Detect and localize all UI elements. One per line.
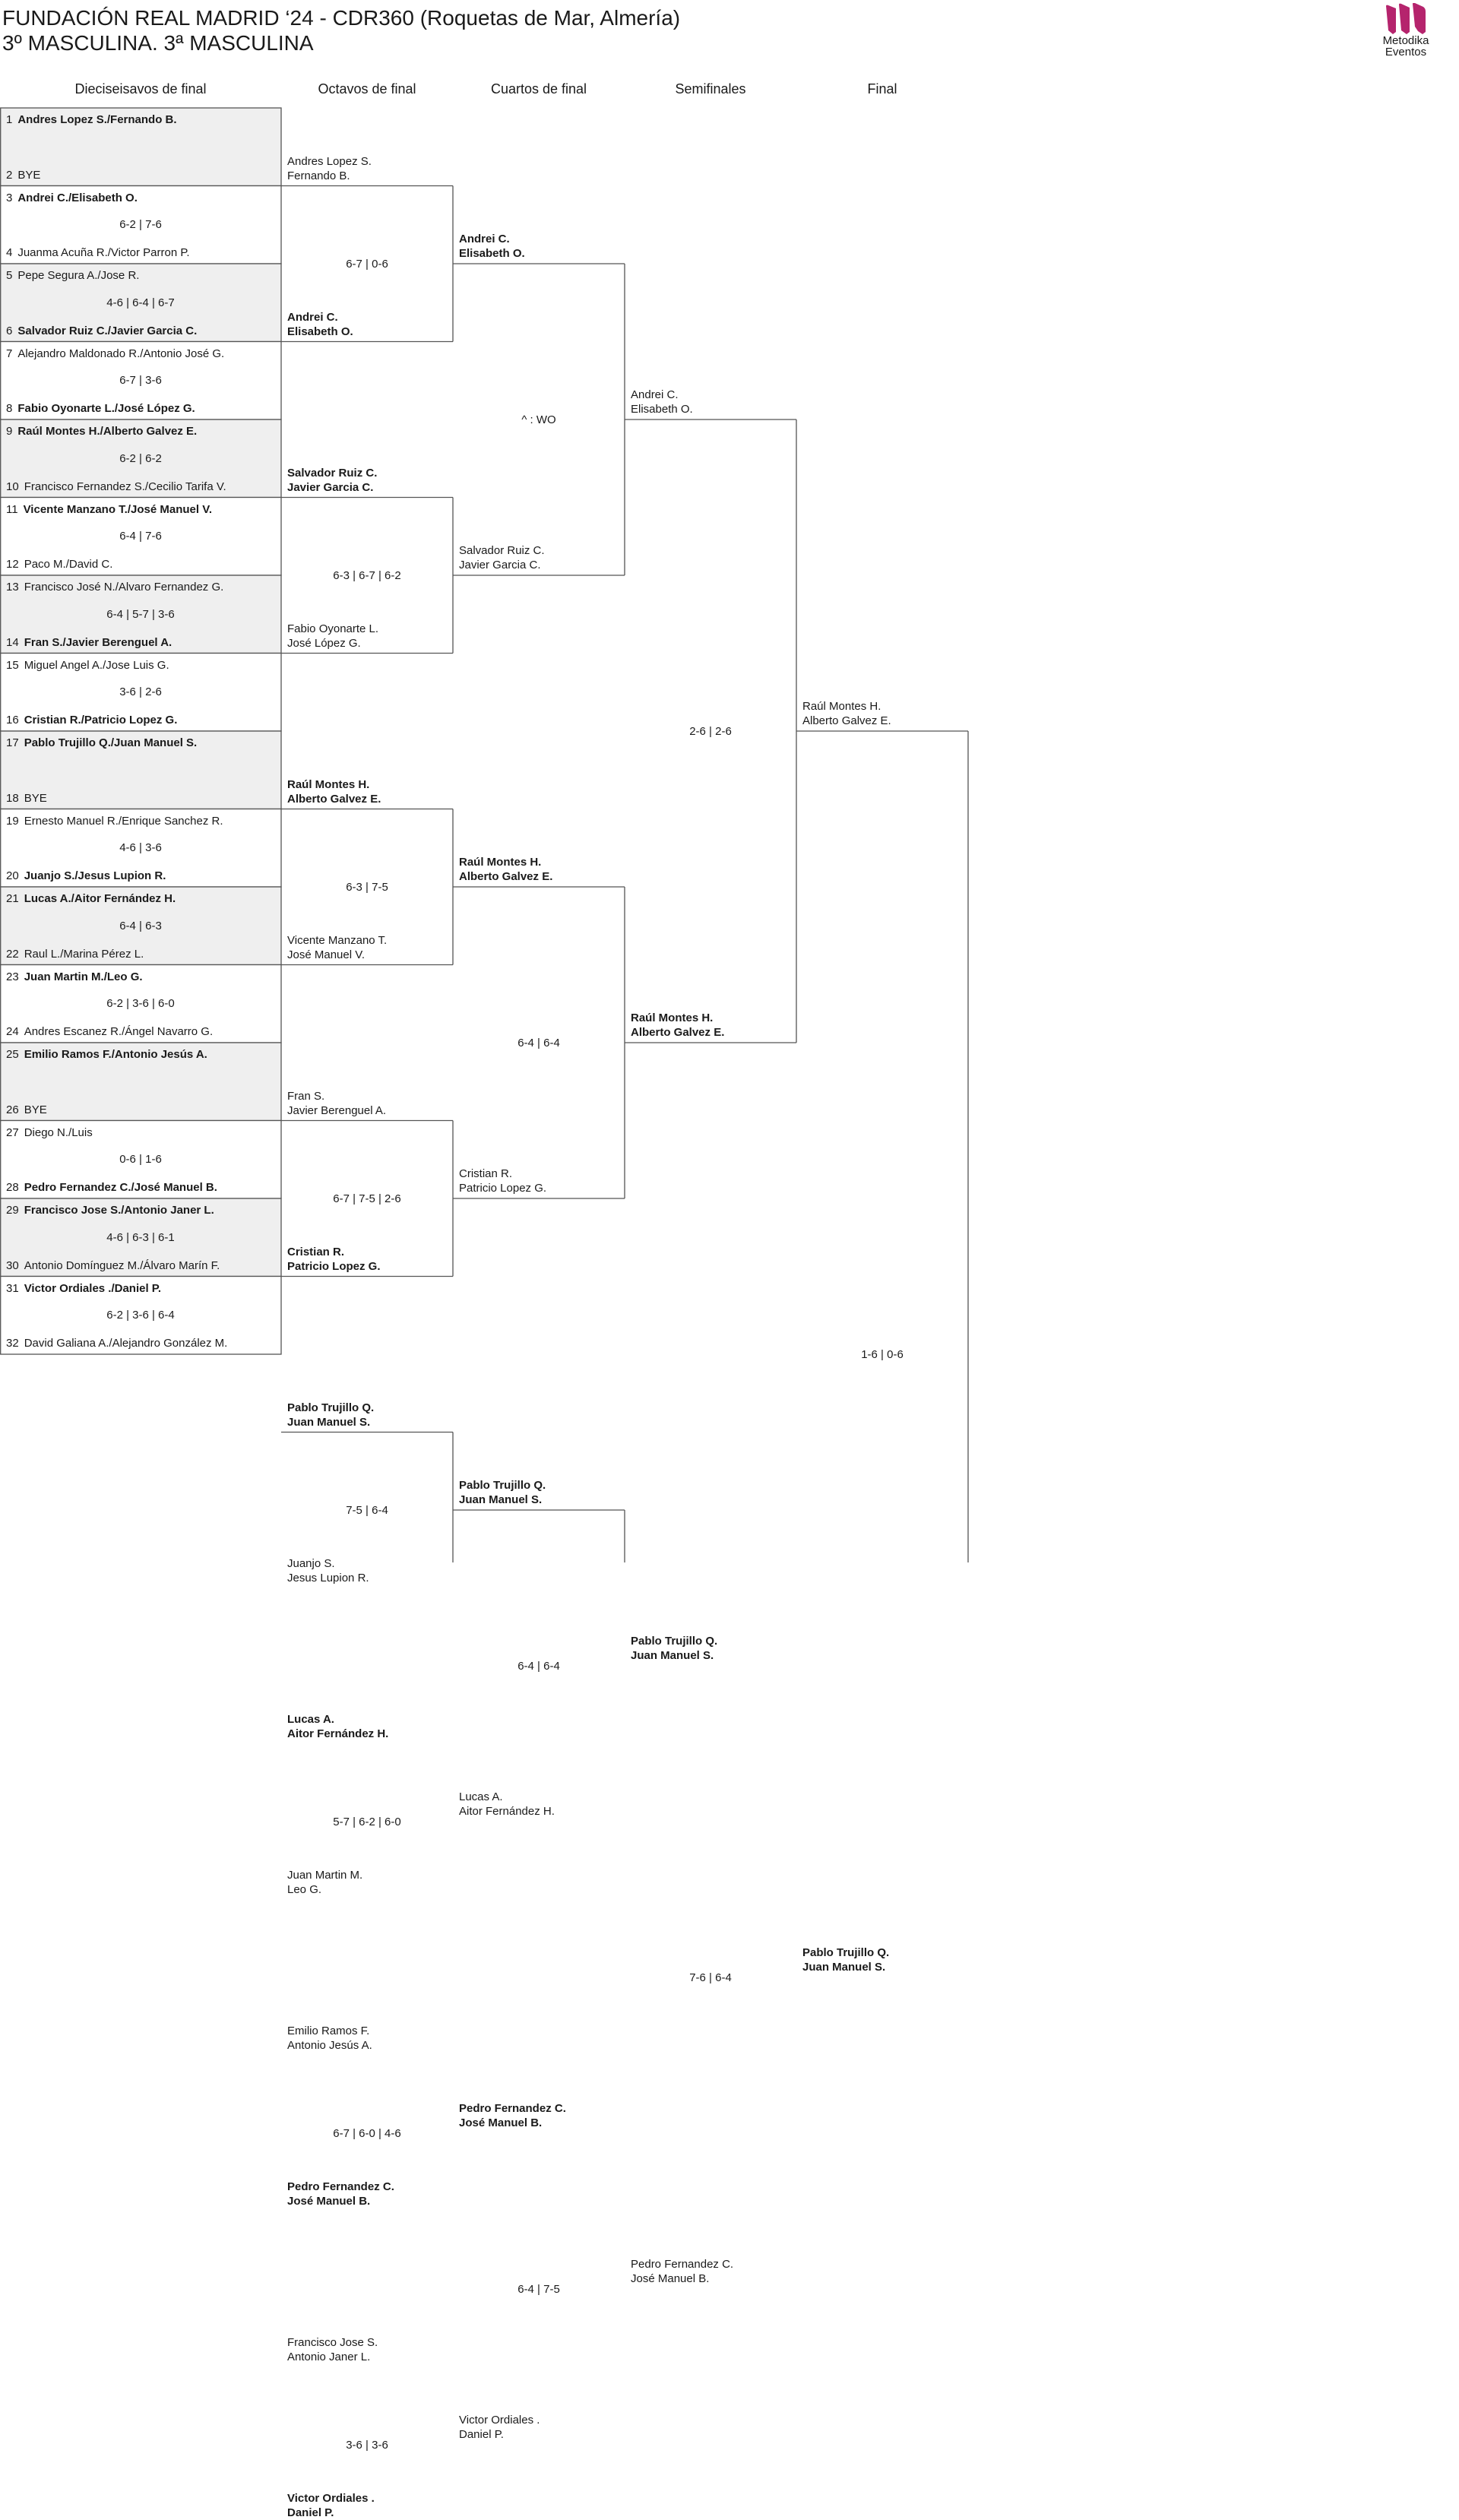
match-score: 3-6 | 2-6 bbox=[119, 685, 162, 699]
seed-number: 3 bbox=[6, 191, 13, 204]
r16-player-name: Francisco Jose S. bbox=[287, 2335, 378, 2349]
pair-name: Antonio Domínguez M./Álvaro Marín F. bbox=[24, 1258, 220, 1272]
seed-number: 6 bbox=[6, 324, 13, 337]
seed-number: 22 bbox=[6, 947, 19, 961]
sf-player-name: Elisabeth O. bbox=[631, 403, 693, 416]
r32-player-row bbox=[6, 1203, 214, 1217]
r32-player-row bbox=[6, 736, 197, 750]
r32-player-row bbox=[6, 191, 138, 205]
r16-player-name: Juan Martin M. bbox=[287, 1868, 363, 1882]
seed-number: 29 bbox=[6, 1204, 19, 1217]
r16-player-name: Leo G. bbox=[287, 1882, 322, 1896]
match-score: 6-2 | 6-2 bbox=[119, 451, 162, 465]
final-player-name: Pablo Trujillo Q. bbox=[802, 1946, 890, 1959]
r32-player-row bbox=[6, 1103, 47, 1117]
pair-name: Pepe Segura A./Jose R. bbox=[17, 269, 140, 282]
seed-number: 1 bbox=[6, 113, 13, 126]
seed-number: 30 bbox=[6, 1258, 19, 1272]
sf-player-name: Pedro Fernandez C. bbox=[631, 2258, 734, 2271]
r16-player-name: Cristian R. bbox=[287, 1245, 345, 1258]
r32-player-row bbox=[6, 424, 197, 438]
seed-number: 18 bbox=[6, 791, 19, 805]
seed-number: 4 bbox=[6, 246, 13, 259]
pair-name: BYE bbox=[17, 168, 41, 182]
qf-player-name: Lucas A. bbox=[459, 1790, 503, 1803]
r16-player-name: Victor Ordiales . bbox=[287, 2491, 375, 2505]
pair-name: Vicente Manzano T./José Manuel V. bbox=[23, 502, 212, 516]
sf-player-name: José Manuel B. bbox=[631, 2272, 710, 2285]
qf-player-name: Elisabeth O. bbox=[459, 247, 525, 260]
r16-player-name: Aitor Fernández H. bbox=[287, 1727, 389, 1740]
r16-player-name: Fran S. bbox=[287, 1089, 325, 1103]
r32-player-row bbox=[6, 480, 226, 494]
r16-player-name: Andrei C. bbox=[287, 310, 338, 324]
pair-name: Miguel Angel A./Jose Luis G. bbox=[24, 658, 169, 672]
match-score: 6-7 | 3-6 bbox=[119, 374, 162, 388]
r16-player-name: Javier Garcia C. bbox=[287, 480, 374, 494]
pair-name: Fran S./Javier Berenguel A. bbox=[24, 635, 172, 649]
pair-name: Juanma Acuña R./Victor Parron P. bbox=[17, 246, 190, 259]
round-header-sf: Semifinales bbox=[675, 81, 746, 97]
r16-player-name: Daniel P. bbox=[287, 2506, 334, 2519]
r16-player-name: Raúl Montes H. bbox=[287, 777, 370, 791]
seed-number: 32 bbox=[6, 1337, 19, 1350]
seed-number: 28 bbox=[6, 1181, 19, 1194]
match-score: 6-4 | 6-4 bbox=[517, 1036, 560, 1049]
seed-number: 12 bbox=[6, 558, 19, 571]
r16-player-name: Alberto Galvez E. bbox=[287, 792, 381, 806]
match-score: 6-4 | 7-6 bbox=[119, 530, 162, 543]
seed-number: 15 bbox=[6, 658, 19, 672]
seed-number: 13 bbox=[6, 581, 19, 594]
match-score: 7-6 | 6-4 bbox=[689, 1971, 732, 1984]
r32-player-row bbox=[6, 1047, 207, 1062]
qf-player-name: Andrei C. bbox=[459, 233, 510, 245]
qf-player-name: Cristian R. bbox=[459, 1167, 513, 1180]
seed-number: 8 bbox=[6, 402, 13, 415]
pair-name: Lucas A./Aitor Fernández H. bbox=[24, 892, 176, 905]
r32-player-row bbox=[6, 168, 40, 182]
pair-name: Andrei C./Elisabeth O. bbox=[17, 191, 138, 204]
pair-name: David Galiana A./Alejandro González M. bbox=[24, 1337, 228, 1350]
r32-player-row bbox=[6, 268, 139, 283]
r16-player-name: Patricio Lopez G. bbox=[287, 1259, 381, 1273]
r32-player-row bbox=[6, 401, 195, 416]
pair-name: Paco M./David C. bbox=[24, 558, 113, 571]
seed-number: 10 bbox=[6, 480, 19, 493]
match-score: 3-6 | 3-6 bbox=[346, 2438, 388, 2452]
qf-player-name: Pablo Trujillo Q. bbox=[459, 1479, 546, 1492]
r16-player-name: Jesus Lupion R. bbox=[287, 1571, 369, 1584]
sf-player-name: Pablo Trujillo Q. bbox=[631, 1635, 718, 1648]
pair-name: Francisco José N./Alvaro Fernandez G. bbox=[24, 581, 224, 594]
pair-name: Francisco Jose S./Antonio Janer L. bbox=[24, 1204, 214, 1217]
pair-name: Salvador Ruiz C./Javier Garcia C. bbox=[17, 324, 198, 337]
qf-player-name: Javier Garcia C. bbox=[459, 559, 541, 571]
seed-number: 24 bbox=[6, 1025, 19, 1038]
seed-number: 31 bbox=[6, 1281, 19, 1295]
match-score: 4-6 | 6-3 | 6-1 bbox=[106, 1230, 175, 1244]
r32-player-row bbox=[6, 1336, 227, 1350]
r32-player-row bbox=[6, 713, 177, 727]
seed-number: 9 bbox=[6, 425, 13, 438]
qf-player-name: Salvador Ruiz C. bbox=[459, 544, 545, 557]
r32-player-row bbox=[6, 869, 166, 883]
r16-player-name: José Manuel V. bbox=[287, 948, 366, 961]
seed-number: 2 bbox=[6, 168, 13, 182]
r16-player-name: Antonio Jesús A. bbox=[287, 2038, 372, 2052]
r32-player-row bbox=[6, 1180, 217, 1195]
r16-player-name: Juan Manuel S. bbox=[287, 1415, 371, 1429]
logo-line-1: Metodika bbox=[1382, 34, 1429, 47]
match-score: 6-3 | 6-7 | 6-2 bbox=[333, 568, 401, 582]
qf-player-name: Victor Ordiales . bbox=[459, 2414, 540, 2427]
seed-number: 11 bbox=[6, 502, 18, 516]
r32-player-row bbox=[6, 1258, 220, 1273]
match-score: 7-5 | 6-4 bbox=[346, 1503, 388, 1517]
match-score: 6-4 | 5-7 | 3-6 bbox=[106, 607, 175, 621]
pair-name: Francisco Fernandez S./Cecilio Tarifa V. bbox=[24, 480, 226, 493]
round-header-r16: Octavos de final bbox=[318, 81, 416, 97]
match-score: 6-7 | 0-6 bbox=[346, 257, 388, 271]
r32-player-row bbox=[6, 970, 143, 984]
round-header-r32: Dieciseisavos de final bbox=[74, 81, 207, 97]
qf-player-name: Juan Manuel S. bbox=[459, 1493, 543, 1506]
match-score: 6-2 | 3-6 | 6-0 bbox=[106, 997, 175, 1011]
r32-player-row bbox=[6, 1024, 213, 1039]
pair-name: Ernesto Manuel R./Enrique Sanchez R. bbox=[24, 814, 223, 828]
match-score: 0-6 | 1-6 bbox=[119, 1153, 162, 1167]
pair-name: BYE bbox=[24, 791, 47, 805]
pair-name: Juan Martin M./Leo G. bbox=[24, 970, 143, 983]
r16-player-name: Antonio Janer L. bbox=[287, 2350, 371, 2363]
qf-player-name: José Manuel B. bbox=[459, 2116, 543, 2129]
seed-number: 17 bbox=[6, 736, 19, 749]
pair-name: Andres Escanez R./Ángel Navarro G. bbox=[24, 1025, 214, 1038]
match-score: 6-4 | 6-3 bbox=[119, 919, 162, 932]
r32-player-row bbox=[6, 557, 112, 571]
qf-player-name: Patricio Lopez G. bbox=[459, 1182, 547, 1195]
pair-name: Pedro Fernandez C./José Manuel B. bbox=[24, 1181, 217, 1194]
pair-name: Raúl Montes H./Alberto Galvez E. bbox=[17, 425, 198, 438]
r32-player-row bbox=[6, 947, 144, 961]
match-score: 6-2 | 3-6 | 6-4 bbox=[106, 1309, 175, 1322]
match-score: 6-4 | 6-4 bbox=[517, 1659, 560, 1673]
match-score: 5-7 | 6-2 | 6-0 bbox=[333, 1815, 401, 1828]
r32-player-row bbox=[6, 112, 177, 127]
final-player-name: Raúl Montes H. bbox=[802, 700, 881, 713]
seed-number: 27 bbox=[6, 1125, 19, 1139]
category-subtitle: 3º MASCULINA. 3ª MASCULINA bbox=[2, 31, 314, 55]
r32-player-row bbox=[6, 891, 176, 906]
pair-name: Juanjo S./Jesus Lupion R. bbox=[24, 869, 166, 882]
r32-player-row bbox=[6, 1281, 161, 1296]
match-score: 6-4 | 7-5 bbox=[517, 2282, 560, 2296]
seed-number: 25 bbox=[6, 1048, 19, 1061]
r16-player-name: Vicente Manzano T. bbox=[287, 933, 388, 947]
r16-player-name: Elisabeth O. bbox=[287, 324, 353, 338]
r16-player-name: Pedro Fernandez C. bbox=[287, 2180, 394, 2193]
r16-player-name: Andres Lopez S. bbox=[287, 154, 372, 168]
r32-player-row bbox=[6, 1125, 93, 1140]
seed-number: 20 bbox=[6, 869, 19, 882]
final-player-name: Juan Manuel S. bbox=[802, 1961, 886, 1974]
logo-line-2: Eventos bbox=[1385, 46, 1427, 59]
seed-number: 16 bbox=[6, 714, 19, 727]
qf-player-name: Daniel P. bbox=[459, 2428, 504, 2441]
r32-player-row bbox=[6, 245, 190, 260]
pair-name: Cristian R./Patricio Lopez G. bbox=[24, 714, 178, 727]
pair-name: Victor Ordiales ./Daniel P. bbox=[24, 1281, 162, 1295]
r16-player-name: Juanjo S. bbox=[287, 1556, 335, 1570]
pair-name: BYE bbox=[24, 1103, 47, 1116]
r32-player-row bbox=[6, 580, 223, 594]
sf-player-name: Alberto Galvez E. bbox=[631, 1026, 725, 1039]
seed-number: 14 bbox=[6, 635, 19, 649]
sf-player-name: Juan Manuel S. bbox=[631, 1649, 714, 1662]
r16-player-name: Javier Berenguel A. bbox=[287, 1103, 387, 1117]
r32-player-row bbox=[6, 347, 224, 361]
page-title: FUNDACIÓN REAL MADRID ‘24 - CDR360 (Roquetas de Mar, Almería) bbox=[2, 6, 681, 30]
pair-name: Fabio Oyonarte L./José López G. bbox=[17, 402, 195, 415]
r32-player-row bbox=[6, 502, 212, 517]
round-header-qf: Cuartos de final bbox=[490, 81, 587, 97]
qf-player-name: Pedro Fernandez C. bbox=[459, 2102, 566, 2115]
seed-number: 19 bbox=[6, 814, 19, 828]
r16-player-name: Lucas A. bbox=[287, 1712, 334, 1726]
r16-player-name: Salvador Ruiz C. bbox=[287, 466, 378, 480]
sf-player-name: Andrei C. bbox=[631, 388, 679, 401]
r32-player-row bbox=[6, 658, 169, 673]
match-score: 6-7 | 6-0 | 4-6 bbox=[333, 2126, 401, 2140]
pair-name: Diego N./Luis bbox=[24, 1125, 93, 1139]
match-score: 6-3 | 7-5 bbox=[346, 880, 388, 894]
pair-name: Raul L./Marina Pérez L. bbox=[24, 947, 144, 961]
pair-name: Andres Lopez S./Fernando B. bbox=[17, 113, 177, 126]
seed-number: 7 bbox=[6, 347, 13, 360]
r32-player-row bbox=[6, 814, 223, 828]
r16-player-name: Fabio Oyonarte L. bbox=[287, 622, 379, 635]
pair-name: Pablo Trujillo Q./Juan Manuel S. bbox=[24, 736, 198, 749]
qf-player-name: Alberto Galvez E. bbox=[459, 870, 553, 883]
match-score: 1-6 | 0-6 bbox=[861, 1347, 904, 1361]
final-player-name: Alberto Galvez E. bbox=[802, 714, 891, 727]
pair-name: Alejandro Maldonado R./Antonio José G. bbox=[17, 347, 225, 360]
sf-player-name: Raúl Montes H. bbox=[631, 1011, 714, 1024]
seed-number: 21 bbox=[6, 892, 19, 905]
round-header-final: Final bbox=[867, 81, 897, 97]
match-score: 4-6 | 6-4 | 6-7 bbox=[106, 296, 175, 309]
match-score: 2-6 | 2-6 bbox=[689, 724, 732, 738]
r16-player-name: Emilio Ramos F. bbox=[287, 2024, 370, 2037]
qf-player-name: Aitor Fernández H. bbox=[459, 1805, 555, 1818]
r16-player-name: José López G. bbox=[287, 636, 361, 650]
r16-player-name: José Manuel B. bbox=[287, 2194, 371, 2208]
pair-name: Emilio Ramos F./Antonio Jesús A. bbox=[24, 1048, 207, 1061]
seed-number: 26 bbox=[6, 1103, 19, 1116]
r16-player-name: Fernando B. bbox=[287, 169, 350, 182]
qf-player-name: Raúl Montes H. bbox=[459, 856, 542, 869]
r16-player-name: Pablo Trujillo Q. bbox=[287, 1401, 375, 1414]
seed-number: 23 bbox=[6, 970, 19, 983]
match-score: 6-2 | 7-6 bbox=[119, 218, 162, 232]
match-score: ^ : WO bbox=[521, 413, 556, 426]
r32-player-row bbox=[6, 635, 172, 650]
r32-player-row bbox=[6, 791, 47, 806]
match-score: 4-6 | 3-6 bbox=[119, 841, 162, 855]
match-score: 6-7 | 7-5 | 2-6 bbox=[333, 1192, 401, 1205]
seed-number: 5 bbox=[6, 269, 13, 282]
r32-player-row bbox=[6, 324, 197, 338]
